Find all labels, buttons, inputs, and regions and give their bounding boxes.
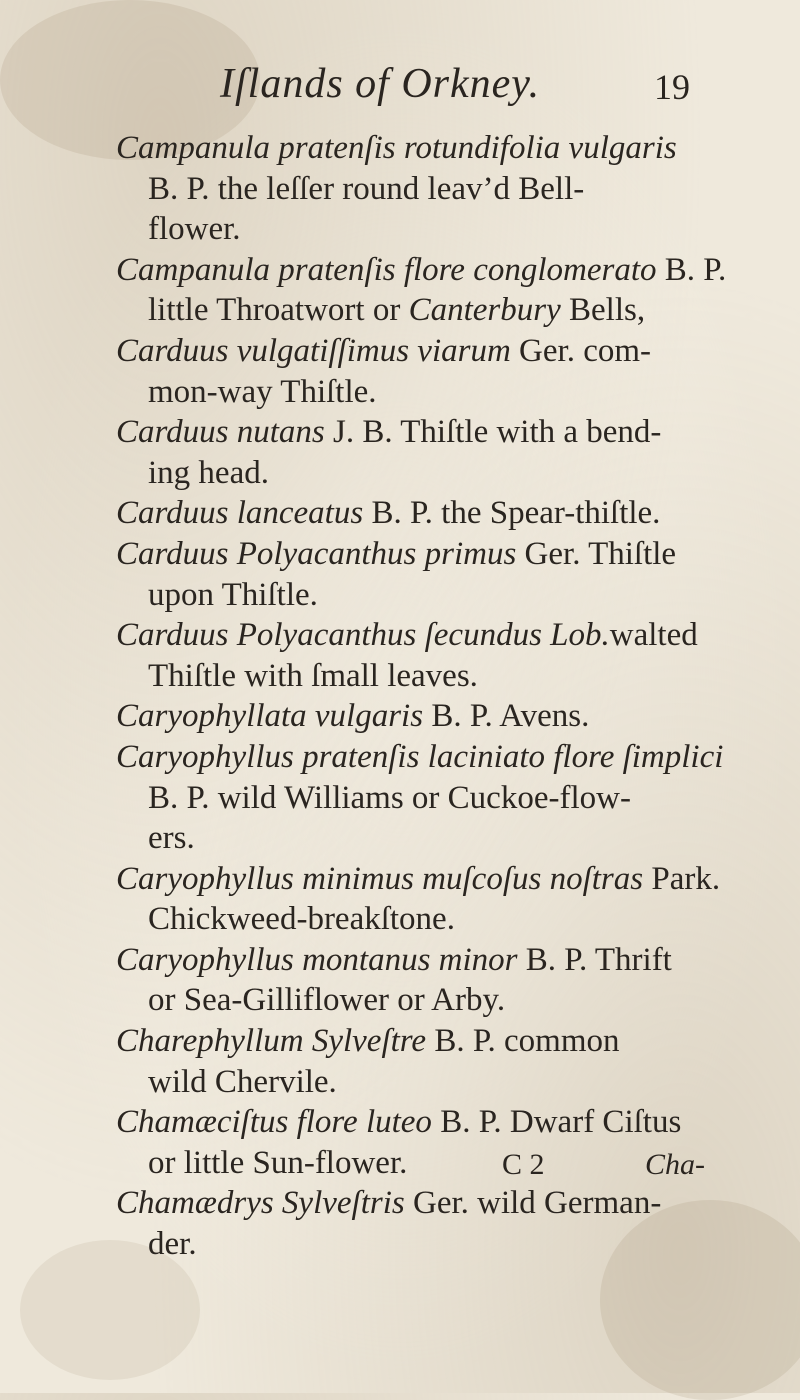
latin-name: Caryophyllus montanus minor: [116, 941, 518, 978]
list-item: [116, 940, 756, 1021]
page-title: Iſlands of Orkney.: [220, 61, 541, 107]
common-name: or little Sun-flower.: [148, 1144, 408, 1181]
list-item: [116, 128, 756, 250]
authority: B. P. common: [426, 1023, 620, 1060]
latin-name: Chamæciſtus flore luteo: [116, 1104, 432, 1141]
latin-name: Caryophyllus pratenſis laciniato flore ſimplici: [116, 738, 724, 775]
latin-name: Carduus lanceatus: [116, 495, 364, 532]
latin-name: Carduus Polyacanthus primus: [116, 535, 517, 572]
list-item: [116, 1021, 756, 1102]
common-name: ing head.: [148, 454, 269, 491]
latin-name: Campanula pratenſis flore conglomerato: [116, 251, 657, 288]
common-name: Thiſtle with ſmall leaves.: [148, 657, 478, 694]
latin-name: Caryophyllata vulgaris: [116, 698, 424, 735]
running-head: [100, 60, 700, 116]
authority: Ger. wild German-: [404, 1185, 662, 1222]
list-item: [116, 331, 756, 412]
list-item: [116, 737, 756, 859]
authority: B. P.: [656, 251, 727, 288]
common-name-cont: ers.: [148, 820, 195, 857]
list-item: [116, 696, 756, 737]
common-name: little Throatwort or: [148, 292, 401, 329]
authority: walted: [609, 617, 698, 654]
authority: Park.: [643, 860, 721, 897]
list-item: [116, 534, 756, 615]
latin-name: Carduus Polyacanthus ſecundus Lob.: [116, 617, 610, 654]
page-footer: [100, 1148, 705, 1192]
authority: Ger. com-: [510, 332, 651, 369]
authority: B. P. the Spear-thiſtle.: [363, 495, 661, 532]
common-name: or Sea-Gilliflower or Arby.: [148, 982, 506, 1019]
latin-name: Caryophyllus minimus muſcoſus noſtras: [116, 860, 644, 897]
list-item: [116, 493, 756, 534]
common-name: Chickweed-breakſtone.: [148, 901, 455, 938]
latin-name: Carduus vulgatiſſimus viarum: [116, 332, 511, 369]
signature-mark: C 2: [502, 1148, 545, 1181]
common-name: upon Thiſtle.: [148, 576, 318, 613]
latin-name: Campanula pratenſis rotundifolia vulgaris: [116, 130, 677, 166]
list-item: [116, 250, 756, 331]
common-name: wild Chervile.: [148, 1063, 337, 1100]
latin-name: Carduus nutans: [116, 414, 325, 451]
common-name-cont: flower.: [148, 211, 241, 248]
authority: B. P. Dwarf Ciſtus: [431, 1104, 682, 1141]
authority: J. B. Thiſtle with a bend-: [324, 414, 662, 451]
common-name-italic: Canterbury: [400, 292, 561, 329]
list-item: [116, 615, 756, 696]
authority: Ger. Thiſtle: [516, 535, 677, 572]
common-name: B. P. the leſſer round leav’d Bell-: [148, 170, 585, 207]
common-name: mon-way Thiſtle.: [148, 373, 377, 410]
latin-name: Charephyllum Sylveſtre: [116, 1023, 427, 1060]
common-name: B. P. wild Williams or Cuckoe-flow-: [148, 779, 631, 816]
latin-name: Chamædrys Sylveſtris: [116, 1185, 405, 1222]
common-name: der.: [148, 1226, 197, 1263]
common-name-tail: Bells,: [560, 292, 646, 329]
page-number: 19: [654, 67, 690, 107]
plant-list: [116, 128, 756, 1265]
catchword: Cha-: [645, 1148, 705, 1181]
list-item: [116, 1183, 756, 1264]
authority: B. P. Avens.: [423, 698, 590, 735]
list-item: [116, 859, 756, 940]
authority: B. P. Thrift: [517, 941, 672, 978]
list-item: [116, 412, 756, 493]
